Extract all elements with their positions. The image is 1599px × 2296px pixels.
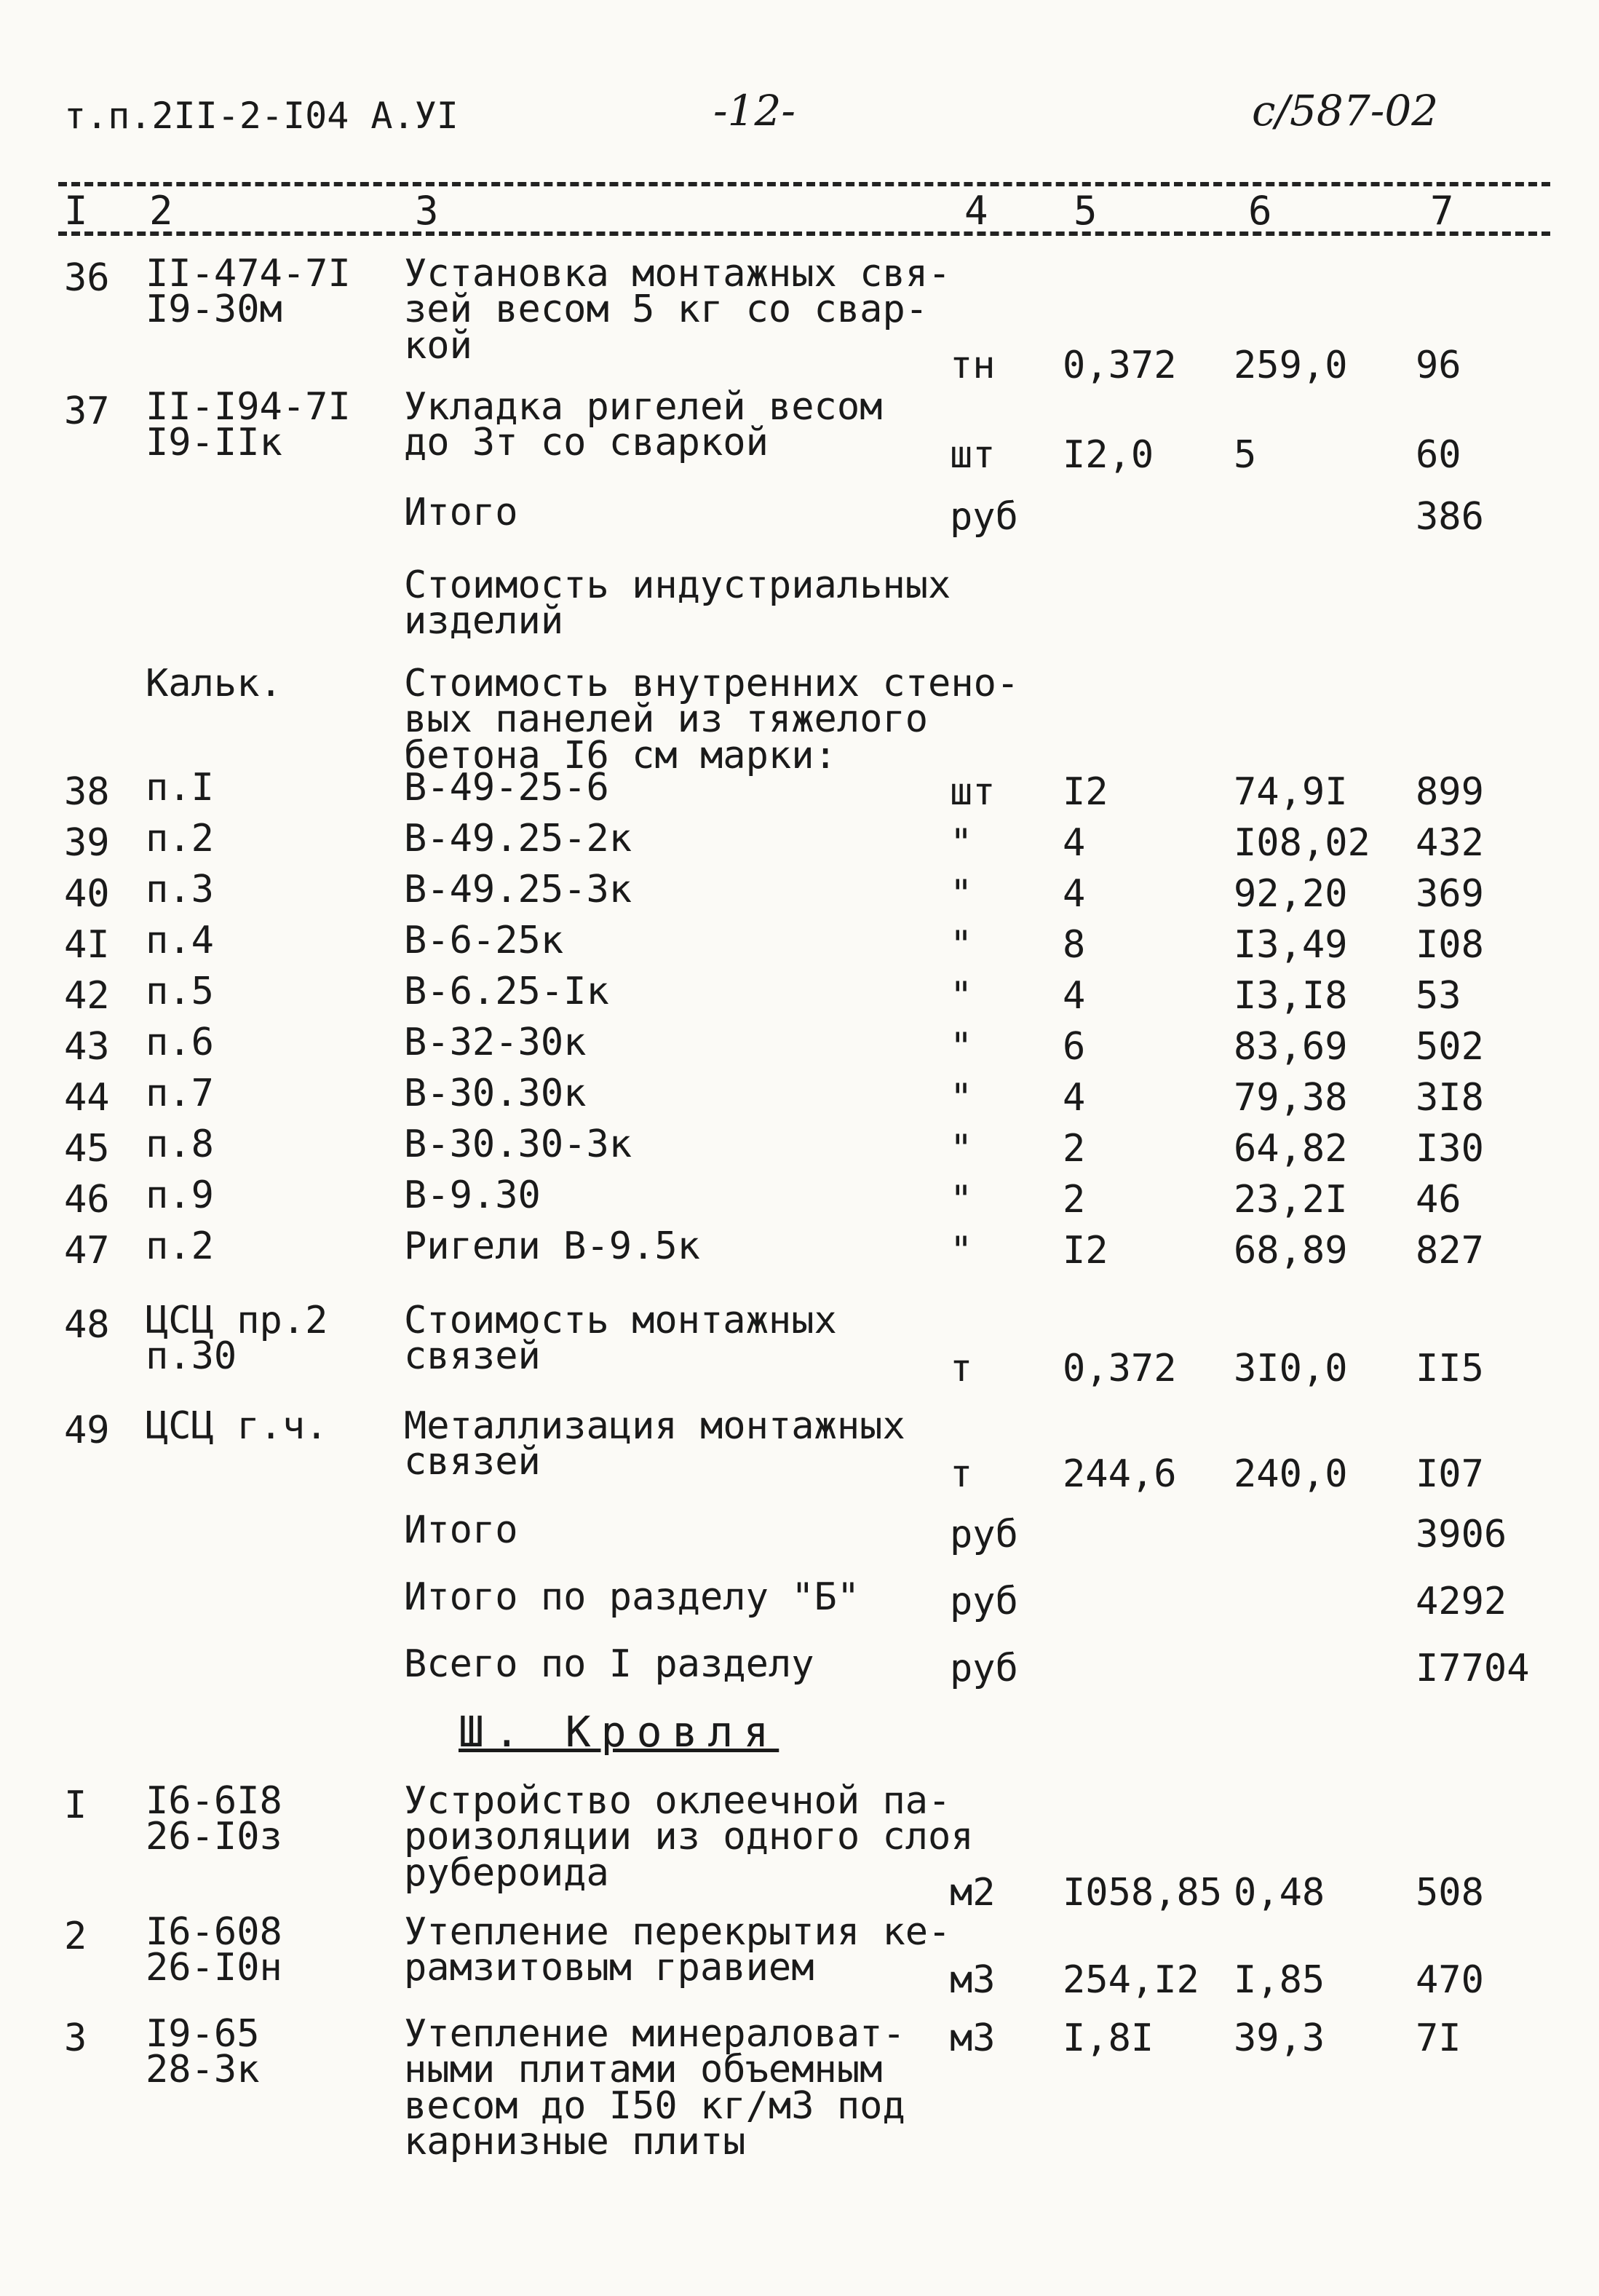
norm-code: ЦСЦ пр.2 п.30 (146, 1299, 328, 1379)
work-description: Устройство оклеечной па- роизоляции из одного слоя рубероида (404, 1779, 974, 1895)
norm-code: п.2 (146, 817, 214, 860)
unit: " (950, 872, 973, 916)
unit: " (950, 1076, 973, 1120)
unit-price: 259,0 (1234, 344, 1348, 387)
row-number: 44 (64, 1076, 110, 1120)
total-cost: I07 (1416, 1452, 1484, 1496)
work-description: Установка монтажных свя- зей весом 5 кг со свар- кой (404, 252, 951, 368)
row-number: 43 (64, 1025, 110, 1069)
unit: м2 (950, 1871, 996, 1915)
column-header-1: I (64, 188, 88, 234)
row-number: 47 (64, 1229, 110, 1272)
unit: руб (950, 1647, 1018, 1690)
total-cost: 502 (1416, 1025, 1484, 1069)
work-description: Стоимость внутренних стено- вых панелей из тяжелого бетона I6 см марки: (404, 662, 1020, 777)
work-description: Всего по I разделу (404, 1642, 814, 1686)
unit: " (950, 1127, 973, 1171)
work-description: В-30.30к (404, 1072, 587, 1115)
norm-code: п.7 (146, 1072, 214, 1115)
norm-code: п.3 (146, 868, 214, 911)
unit: " (950, 923, 973, 967)
work-description: В-30.30-3к (404, 1123, 632, 1166)
column-header-6: 6 (1248, 188, 1272, 234)
total-cost: 470 (1416, 1958, 1484, 2002)
work-description: Стоимость монтажных связей (404, 1299, 837, 1379)
quantity: 244,6 (1063, 1452, 1177, 1496)
row-number: 46 (64, 1178, 110, 1222)
total-cost: 432 (1416, 821, 1484, 865)
header-bottom-rule (58, 231, 1550, 236)
unit: шт (950, 770, 996, 814)
total-cost: I08 (1416, 923, 1484, 967)
work-description: В-49.25-3к (404, 868, 632, 911)
work-description: Ригели В-9.5к (404, 1224, 700, 1268)
column-header-2: 2 (149, 188, 173, 234)
quantity: I2,0 (1063, 433, 1154, 477)
norm-code: п.9 (146, 1173, 214, 1217)
norm-code: п.6 (146, 1021, 214, 1064)
unit: руб (950, 1580, 1018, 1623)
unit-price: 23,2I (1234, 1178, 1348, 1222)
quantity: 8 (1063, 923, 1086, 967)
unit: " (950, 1178, 973, 1222)
unit: т (950, 1452, 973, 1496)
column-header-5: 5 (1074, 188, 1098, 234)
unit-price: I,85 (1234, 1958, 1325, 2002)
header-top-rule (58, 182, 1550, 186)
row-number: 42 (64, 974, 110, 1018)
work-description: Итого (404, 491, 518, 534)
unit: " (950, 974, 973, 1018)
row-number: 36 (64, 256, 110, 300)
unit: " (950, 1025, 973, 1069)
norm-code: ЦСЦ г.ч. (146, 1404, 328, 1448)
column-header-4: 4 (964, 188, 988, 234)
row-number: I (64, 1784, 87, 1827)
unit: руб (950, 495, 1018, 539)
quantity: I058,85 (1063, 1871, 1223, 1915)
work-description: Стоимость индустриальных изделий (404, 563, 951, 644)
section-title: Ш. Кровля (459, 1707, 779, 1757)
row-number: 48 (64, 1303, 110, 1347)
work-description: В-6-25к (404, 919, 564, 962)
unit-price: 39,3 (1234, 2016, 1325, 2060)
column-header-3: 3 (415, 188, 439, 234)
total-cost: 3I8 (1416, 1076, 1484, 1120)
norm-code: II-474-7I I9-30м (146, 252, 351, 332)
quantity: 4 (1063, 974, 1086, 1018)
work-description: В-6.25-Iк (404, 970, 609, 1013)
unit-price: 92,20 (1234, 872, 1348, 916)
work-description: Укладка ригелей весом до 3т со сваркой (404, 385, 883, 465)
quantity: I2 (1063, 1229, 1108, 1272)
unit-price: 79,38 (1234, 1076, 1348, 1120)
row-number: 3 (64, 2016, 87, 2060)
total-cost: 4292 (1416, 1580, 1507, 1623)
total-cost: 508 (1416, 1871, 1484, 1915)
norm-code: п.I (146, 766, 214, 809)
quantity: 0,372 (1063, 344, 1177, 387)
total-cost: I7704 (1416, 1647, 1530, 1690)
total-cost: II5 (1416, 1347, 1484, 1390)
total-cost: 3906 (1416, 1513, 1507, 1556)
work-description: В-49.25-2к (404, 817, 632, 860)
unit: т (950, 1347, 973, 1390)
total-cost: 386 (1416, 495, 1484, 539)
row-number: 45 (64, 1127, 110, 1171)
total-cost: I30 (1416, 1127, 1484, 1171)
total-cost: 7I (1416, 2016, 1461, 2060)
work-description: Итого по разделу "Б" (404, 1575, 860, 1619)
row-number: 40 (64, 872, 110, 916)
norm-code: I6-608 26-I0н (146, 1910, 282, 1990)
unit: м3 (950, 1958, 996, 2002)
work-description: Итого (404, 1508, 518, 1552)
quantity: 4 (1063, 872, 1086, 916)
work-description: Утепление перекрытия ке- рамзитовым гравием (404, 1910, 951, 1990)
quantity: 254,I2 (1063, 1958, 1199, 2002)
unit: руб (950, 1513, 1018, 1556)
quantity: 2 (1063, 1178, 1086, 1222)
row-number: 49 (64, 1409, 110, 1452)
unit-price: 3I0,0 (1234, 1347, 1348, 1390)
unit-price: 5 (1234, 433, 1257, 477)
unit-price: 68,89 (1234, 1229, 1348, 1272)
work-description: Металлизация монтажных связей (404, 1404, 905, 1484)
unit: " (950, 821, 973, 865)
unit-price: I3,I8 (1234, 974, 1348, 1018)
norm-code: п.4 (146, 919, 214, 962)
norm-code: I9-65 28-3к (146, 2012, 260, 2092)
column-header-7: 7 (1430, 188, 1454, 234)
norm-code: п.5 (146, 970, 214, 1013)
norm-code: п.2 (146, 1224, 214, 1268)
quantity: I,8I (1063, 2016, 1154, 2060)
unit-price: 64,82 (1234, 1127, 1348, 1171)
unit: " (950, 1229, 973, 1272)
total-cost: 369 (1416, 872, 1484, 916)
row-number: 38 (64, 770, 110, 814)
total-cost: 53 (1416, 974, 1461, 1018)
page-number: -12- (713, 86, 795, 135)
work-description: В-9.30 (404, 1173, 541, 1217)
work-description: В-49-25-6 (404, 766, 609, 809)
norm-code: п.8 (146, 1123, 214, 1166)
archive-number: с/587-02 (1252, 86, 1439, 135)
quantity: 2 (1063, 1127, 1086, 1171)
unit-price: 0,48 (1234, 1871, 1325, 1915)
row-number: 39 (64, 821, 110, 865)
row-number: 2 (64, 1915, 87, 1958)
quantity: I2 (1063, 770, 1108, 814)
unit-price: 83,69 (1234, 1025, 1348, 1069)
unit: шт (950, 433, 996, 477)
total-cost: 827 (1416, 1229, 1484, 1272)
total-cost: 96 (1416, 344, 1461, 387)
unit-price: 74,9I (1234, 770, 1348, 814)
quantity: 4 (1063, 1076, 1086, 1120)
unit: м3 (950, 2016, 996, 2060)
work-description: В-32-30к (404, 1021, 587, 1064)
unit-price: 240,0 (1234, 1452, 1348, 1496)
unit: тн (950, 344, 996, 387)
row-number: 4I (64, 923, 110, 967)
quantity: 4 (1063, 821, 1086, 865)
document-code: т.п.2II-2-I04 А.УI (64, 95, 459, 137)
unit-price: I08,02 (1234, 821, 1370, 865)
norm-code: II-I94-7I I9-IIк (146, 385, 351, 465)
unit-price: I3,49 (1234, 923, 1348, 967)
work-description: Утепление минераловат- ными плитами объемным весом до I50 кг/м3 под карнизные плиты (404, 2012, 905, 2164)
total-cost: 899 (1416, 770, 1484, 814)
norm-code: I6-6I8 26-I0з (146, 1779, 282, 1859)
total-cost: 60 (1416, 433, 1461, 477)
norm-code: Кальк. (146, 662, 282, 705)
row-number: 37 (64, 389, 110, 433)
quantity: 0,372 (1063, 1347, 1177, 1390)
quantity: 6 (1063, 1025, 1086, 1069)
total-cost: 46 (1416, 1178, 1461, 1222)
